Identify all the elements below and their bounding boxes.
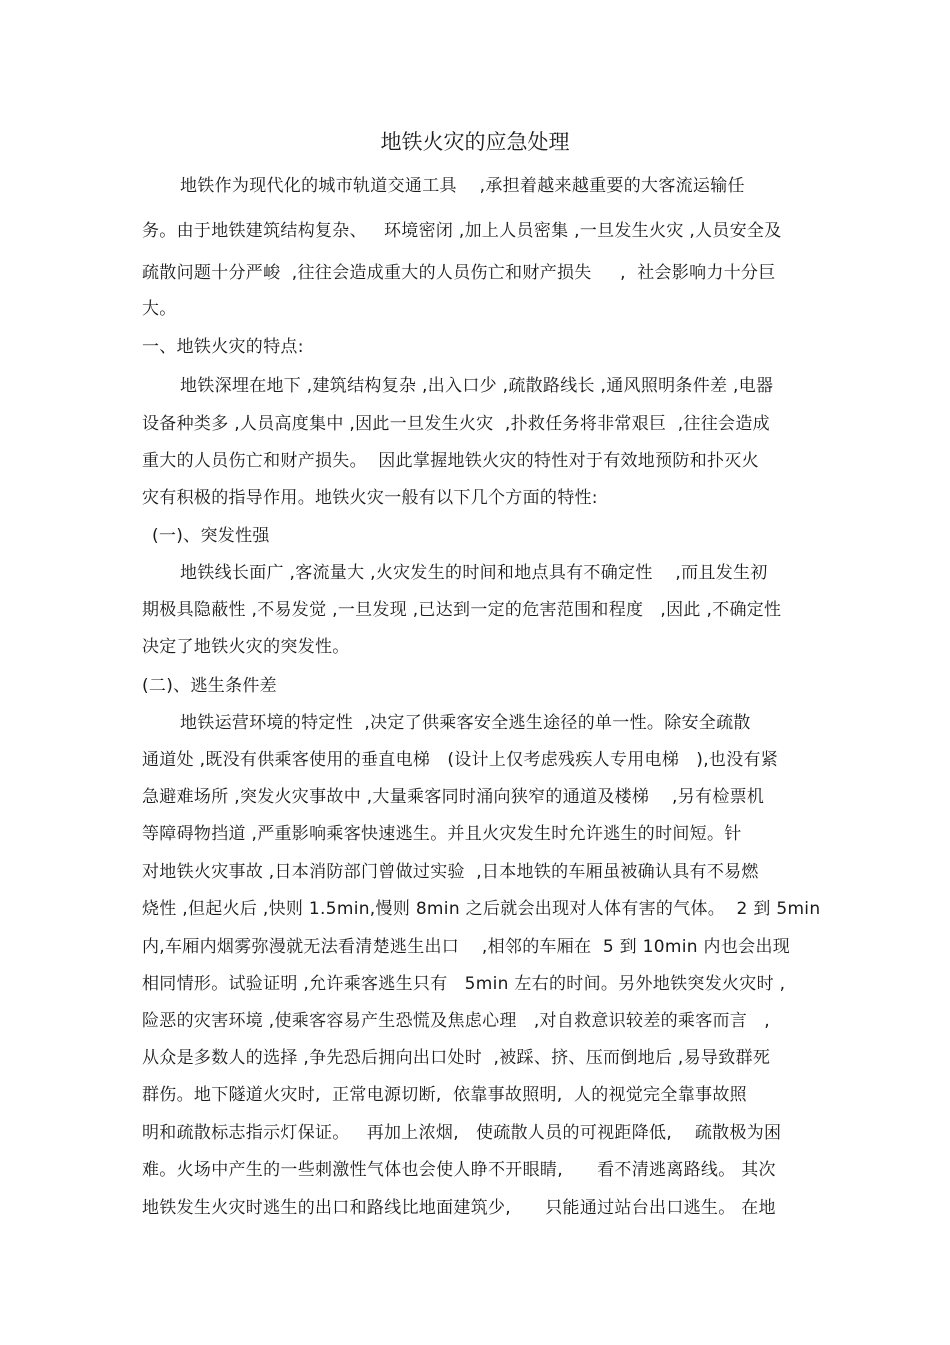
text-line: 地铁深埋在地下 ,建筑结构复杂 ,出入口少 ,疏散路线长 ,通风照明条件差 ,电器 — [180, 376, 774, 396]
section-heading: 一、地铁火灾的特点: — [142, 337, 304, 357]
subsection-heading: (一)、突发性强 — [152, 526, 270, 546]
text-line: 灾有积极的指导作用。地铁火灾一般有以下几个方面的特性: — [142, 488, 598, 508]
text-line: 地铁发生火灾时逃生的出口和路线比地面建筑少, 只能通过站台出口逃生。 在地 — [142, 1198, 776, 1218]
text-line: 群伤。地下隧道火灾时, 正常电源切断, 依靠事故照明, 人的视觉完全靠事故照 — [142, 1085, 747, 1105]
text-line: 地铁线长面广 ,客流量大 ,火灾发生的时间和地点具有不确定性 ,而且发生初 — [180, 563, 768, 583]
text-line: 从众是多数人的选择 ,争先恐后拥向出口处时 ,被踩、挤、压而倒地后 ,易导致群死 — [142, 1048, 771, 1068]
text-line: 重大的人员伤亡和财产损失。 因此掌握地铁火灾的特性对于有效地预防和扑灭火 — [142, 451, 759, 471]
text-line: 急避难场所 ,突发火灾事故中 ,大量乘客同时涌向狭窄的通道及楼梯 ,另有检票机 — [142, 787, 765, 807]
text-line: 烧性 ,但起火后 ,快则 1.5min,慢则 8min 之后就会出现对人体有害的气体。 2 到 5min — [142, 899, 821, 919]
subsection-heading: (二)、逃生条件差 — [142, 676, 277, 696]
page-title: 地铁火灾的应急处理 — [380, 130, 570, 154]
text-line: 期极具隐蔽性 ,不易发觉 ,一旦发现 ,已达到一定的危害范围和程度 ,因此 ,不确定性 — [142, 600, 782, 620]
text-line: 大。 — [142, 299, 177, 319]
text-line: 决定了地铁火灾的突发性。 — [142, 637, 350, 657]
text-line: 通道处 ,既没有供乘客使用的垂直电梯 (设计上仅考虑残疾人专用电梯 ),也没有紧 — [142, 750, 779, 770]
text-line: 务。由于地铁建筑结构复杂、 环境密闭 ,加上人员密集 ,一旦发生火灾 ,人员安全及 — [142, 221, 782, 241]
text-line: 疏散问题十分严峻 ,往往会造成重大的人员伤亡和财产损失 , 社会影响力十分巨 — [142, 263, 776, 283]
text-line: 设备种类多 ,人员高度集中 ,因此一旦发生火灾 ,扑救任务将非常艰巨 ,往往会造成 — [142, 414, 770, 434]
text-line: 相同情形。试验证明 ,允许乘客逃生只有 5min 左右的时间。另外地铁突发火灾时 , — [142, 974, 786, 994]
text-line: 等障碍物挡道 ,严重影响乘客快速逃生。并且火灾发生时允许逃生的时间短。针 — [142, 824, 742, 844]
text-line: 地铁作为现代化的城市轨道交通工具 ,承担着越来越重要的大客流运输任 — [180, 176, 745, 196]
text-line: 险恶的灾害环境 ,使乘客容易产生恐慌及焦虑心理 ,对自救意识较差的乘客而言 , — [142, 1011, 770, 1031]
text-line: 对地铁火灾事故 ,日本消防部门曾做过实验 ,日本地铁的车厢虽被确认具有不易燃 — [142, 862, 759, 882]
text-line: 明和疏散标志指示灯保证。 再加上浓烟, 使疏散人员的可视距降低, 疏散极为困 — [142, 1123, 782, 1143]
text-line: 内,车厢内烟雾弥漫就无法看清楚逃生出口 ,相邻的车厢在 5 到 10min 内也会出现 — [142, 937, 791, 957]
text-line: 难。火场中产生的一些刺激性气体也会使人睁不开眼睛, 看不清逃离路线。 其次 — [142, 1160, 776, 1180]
text-line: 地铁运营环境的特定性 ,决定了供乘客安全逃生途径的单一性。除安全疏散 — [180, 713, 751, 733]
